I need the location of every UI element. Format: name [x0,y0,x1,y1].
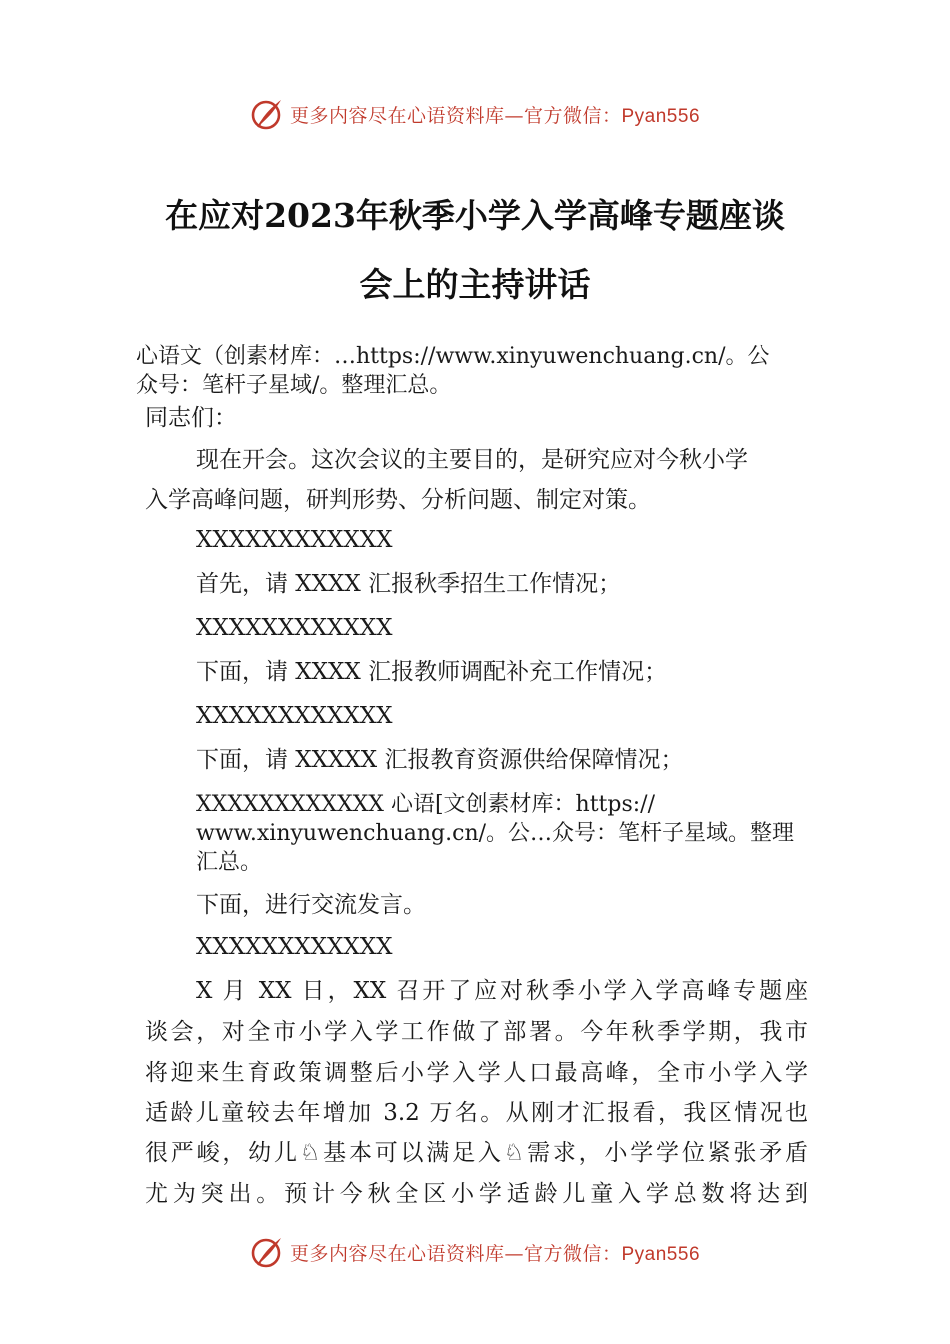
body-line-1: X 月 XX 日，XX 召开了应对秋季小学入学高峰专题座 [196,978,808,1004]
quill-logo-icon [250,97,284,131]
source-note-2-line-3: 汇总。 [196,850,263,875]
document-title-line-1: 在应对2023年秋季小学入学高峰专题座谈 [165,196,785,235]
watermark-text: 更多内容尽在心语资料库—官方微信：Pyan556 [289,1242,701,1265]
wechat-id: Pyan556 [621,1243,701,1265]
wechat-id: Pyan556 [621,105,701,127]
source-note-line-2: 众号：笔杆子星域/。整理汇总。 [136,373,452,398]
document-title-line-2: 会上的主持讲话 [359,265,591,304]
source-note-2-line-2: www.xinyuwenchuang.cn/。公…众号：笔杆子星域。整理 [196,821,795,846]
quill-logo-icon [250,1235,284,1269]
agenda-item: 下面，请 XXXXX 汇报教育资源供给保障情况； [196,747,684,773]
opening-line-1: 现在开会。这次会议的主要目的，是研究应对今秋小学 [196,447,748,473]
footer-watermark-banner [0,1232,950,1272]
source-note-2-line-1: XXXXXXXXXXXX 心语[文创素材库：https:// [196,792,655,817]
body-line-5: 很严峻，幼儿♘基本可以满足入♘需求，小学学位紧张矛盾 [145,1140,808,1166]
watermark-text: 更多内容尽在心语资料库—官方微信：Pyan556 [289,104,701,127]
exchange-line: 下面，进行交流发言。 [196,892,426,918]
body-line-2: 谈会，对全市小学入学工作做了部署。今年秋季学期，我市 [145,1019,808,1045]
agenda-item: XXXXXXXXXXXX [196,615,393,641]
body-line-6: 尤为突出。预计今秋全区小学适龄儿童入学总数将达到 [145,1181,808,1207]
body-line-3: 将迎来生育政策调整后小学入学人口最高峰，全市小学入学 [145,1060,808,1086]
header-watermark-banner [0,94,950,134]
separator-line: XXXXXXXXXXXX [196,934,393,960]
agenda-item: 下面，请 XXXX 汇报教师调配补充工作情况； [196,659,668,685]
greeting: 同志们： [145,405,237,431]
agenda-item: XXXXXXXXXXXX [196,703,393,729]
body-line-4: 适龄儿童较去年增加 3.2 万名。从刚才汇报看，我区情况也 [145,1100,808,1126]
source-note-line-1: 心语文（创素材库：…https://www.xinyuwenchuang.cn/。公 [136,344,770,369]
agenda-item: XXXXXXXXXXXX [196,527,393,553]
opening-line-2: 入学高峰问题，研判形势、分析问题、制定对策。 [145,487,651,513]
agenda-item: 首先，请 XXXX 汇报秋季招生工作情况； [196,571,622,597]
